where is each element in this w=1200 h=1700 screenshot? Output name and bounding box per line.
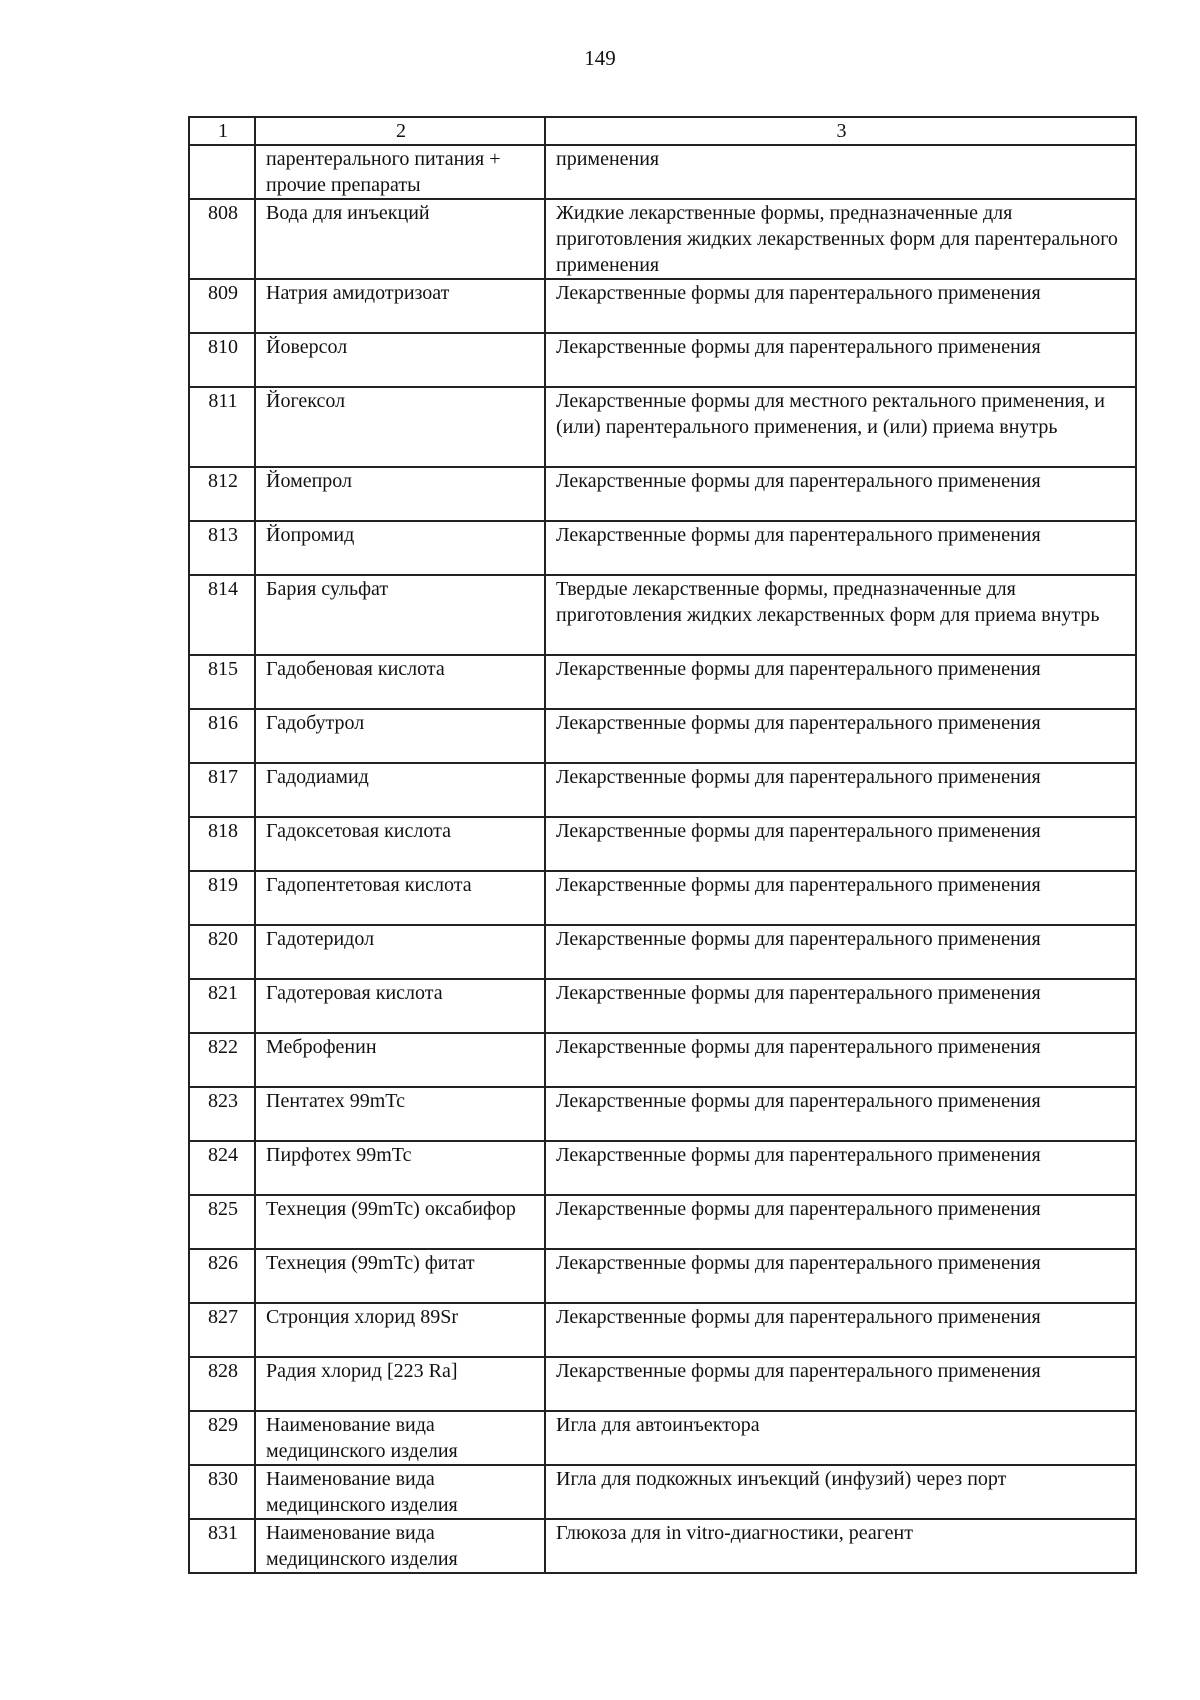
dosage-form: Лекарственные формы для парентерального применения [545, 1141, 1136, 1195]
table-row [189, 521, 1136, 575]
row-number: 808 [189, 199, 255, 279]
table-row [189, 387, 1136, 467]
substance-name: Гадодиамид [255, 763, 545, 817]
substance-name: Технеция (99mTc) оксабифор [255, 1195, 545, 1249]
row-number: 812 [189, 467, 255, 521]
table-row [189, 467, 1136, 521]
row-number: 814 [189, 575, 255, 655]
dosage-form: Лекарственные формы для парентерального применения [545, 1195, 1136, 1249]
substance-name: Пентатех 99mTc [255, 1087, 545, 1141]
dosage-form: Лекарственные формы для парентерального применения [545, 1303, 1136, 1357]
drug-form-table [188, 116, 1137, 1574]
table-row [189, 1141, 1136, 1195]
substance-name: Гадотеридол [255, 925, 545, 979]
row-number: 811 [189, 387, 255, 467]
dosage-form: Лекарственные формы для парентерального применения [545, 1033, 1136, 1087]
dosage-form: Лекарственные формы для парентерального применения [545, 871, 1136, 925]
substance-name: Наименование вида медицинского изделия [255, 1411, 545, 1465]
dosage-form: Лекарственные формы для местного ректального применения, и (или) парентерального применения, и (или) приема внутрь [545, 387, 1136, 467]
column-header-3: 3 [545, 117, 1136, 145]
row-number: 824 [189, 1141, 255, 1195]
row-number: 810 [189, 333, 255, 387]
table-row [189, 145, 1136, 199]
row-number: 825 [189, 1195, 255, 1249]
table-row [189, 1033, 1136, 1087]
substance-name: Гадотеровая кислота [255, 979, 545, 1033]
table-header-row [189, 117, 1136, 145]
row-number: 829 [189, 1411, 255, 1465]
substance-name: Натрия амидотризоат [255, 279, 545, 333]
dosage-form: Лекарственные формы для парентерального применения [545, 333, 1136, 387]
column-header-1: 1 [189, 117, 255, 145]
dosage-form: Лекарственные формы для парентерального применения [545, 979, 1136, 1033]
table-row [189, 925, 1136, 979]
row-number: 813 [189, 521, 255, 575]
row-number: 827 [189, 1303, 255, 1357]
table-body [189, 145, 1136, 1573]
table-row [189, 1195, 1136, 1249]
substance-name: Гадоксетовая кислота [255, 817, 545, 871]
table-row [189, 1465, 1136, 1519]
dosage-form: Лекарственные формы для парентерального применения [545, 655, 1136, 709]
substance-name: Йоверсол [255, 333, 545, 387]
table-row [189, 333, 1136, 387]
row-number: 820 [189, 925, 255, 979]
row-number: 821 [189, 979, 255, 1033]
substance-name: Йомепрол [255, 467, 545, 521]
table-row [189, 1249, 1136, 1303]
substance-name: Гадопентетовая кислота [255, 871, 545, 925]
dosage-form: Лекарственные формы для парентерального применения [545, 279, 1136, 333]
row-number: 818 [189, 817, 255, 871]
dosage-form: Лекарственные формы для парентерального применения [545, 467, 1136, 521]
row-number: 823 [189, 1087, 255, 1141]
substance-name: Технеция (99mTc) фитат [255, 1249, 545, 1303]
dosage-form: Игла для подкожных инъекций (инфузий) через порт [545, 1465, 1136, 1519]
dosage-form: Лекарственные формы для парентерального применения [545, 763, 1136, 817]
substance-name: Стронция хлорид 89Sr [255, 1303, 545, 1357]
substance-name: Пирфотех 99mTc [255, 1141, 545, 1195]
substance-name: Йогексол [255, 387, 545, 467]
substance-name: Бария сульфат [255, 575, 545, 655]
dosage-form: Лекарственные формы для парентерального применения [545, 1249, 1136, 1303]
row-number: 830 [189, 1465, 255, 1519]
dosage-form: Лекарственные формы для парентерального применения [545, 709, 1136, 763]
substance-name: Меброфенин [255, 1033, 545, 1087]
table-row [189, 279, 1136, 333]
substance-name: Вода для инъекций [255, 199, 545, 279]
row-number: 831 [189, 1519, 255, 1573]
row-number: 816 [189, 709, 255, 763]
substance-name: парентерального питания + прочие препараты [255, 145, 545, 199]
table-row [189, 763, 1136, 817]
row-number [189, 145, 255, 199]
table-row [189, 1519, 1136, 1573]
dosage-form: Глюкоза для in vitro-диагностики, реагент [545, 1519, 1136, 1573]
column-header-2: 2 [255, 117, 545, 145]
dosage-form: Жидкие лекарственные формы, предназначенные для приготовления жидких лекарственных форм для парентерального применения [545, 199, 1136, 279]
table-row [189, 1303, 1136, 1357]
dosage-form: Лекарственные формы для парентерального применения [545, 1357, 1136, 1411]
table-row [189, 199, 1136, 279]
row-number: 819 [189, 871, 255, 925]
substance-name: Радия хлорид [223 Ra] [255, 1357, 545, 1411]
dosage-form: Твердые лекарственные формы, предназначенные для приготовления жидких лекарственных форм для приема внутрь [545, 575, 1136, 655]
table-row [189, 1357, 1136, 1411]
table-row [189, 575, 1136, 655]
table-row [189, 1087, 1136, 1141]
dosage-form: Лекарственные формы для парентерального применения [545, 521, 1136, 575]
dosage-form: Лекарственные формы для парентерального применения [545, 817, 1136, 871]
substance-name: Наименование вида медицинского изделия [255, 1465, 545, 1519]
row-number: 809 [189, 279, 255, 333]
dosage-form: Лекарственные формы для парентерального применения [545, 925, 1136, 979]
table-row [189, 871, 1136, 925]
table-row [189, 979, 1136, 1033]
page-number: 149 [584, 46, 616, 70]
row-number: 826 [189, 1249, 255, 1303]
dosage-form: Лекарственные формы для парентерального применения [545, 1087, 1136, 1141]
dosage-form: Игла для автоинъектора [545, 1411, 1136, 1465]
table-row [189, 817, 1136, 871]
row-number: 822 [189, 1033, 255, 1087]
substance-name: Гадобутрол [255, 709, 545, 763]
table-row [189, 1411, 1136, 1465]
row-number: 828 [189, 1357, 255, 1411]
substance-name: Наименование вида медицинского изделия [255, 1519, 545, 1573]
row-number: 815 [189, 655, 255, 709]
table-row [189, 655, 1136, 709]
dosage-form: применения [545, 145, 1136, 199]
substance-name: Гадобеновая кислота [255, 655, 545, 709]
table-row [189, 709, 1136, 763]
substance-name: Йопромид [255, 521, 545, 575]
row-number: 817 [189, 763, 255, 817]
